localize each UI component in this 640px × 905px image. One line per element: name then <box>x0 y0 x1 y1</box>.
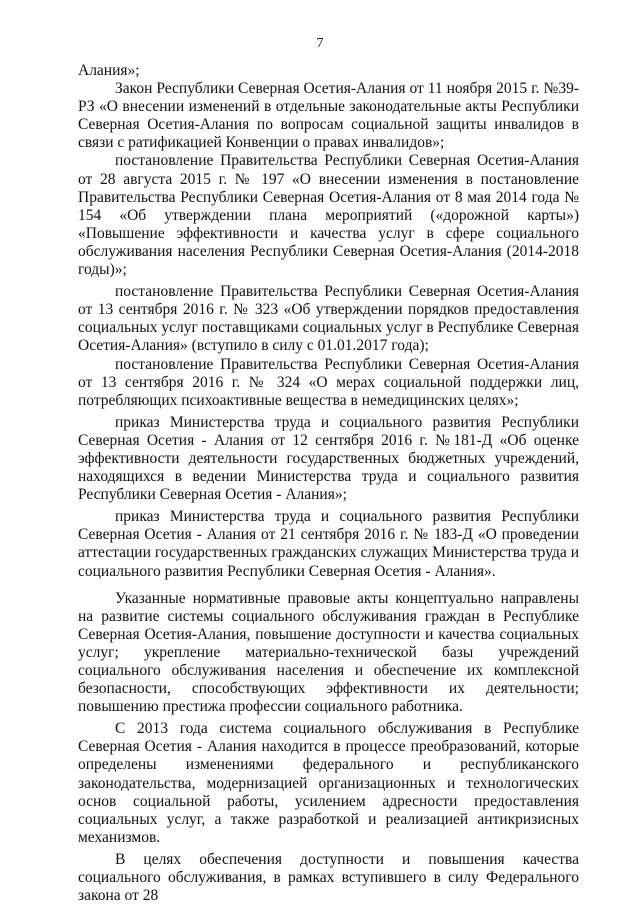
paragraph-law-39-rz: Закон Республики Северная Осетия-Алания от 11 ноября 2015 г. №39-РЗ «О внесении изменений в отдельные законодательные акты Республики Северная Осетия-Алания по вопросам социальной защиты инвалидов в связи с ратификацией Конвенции о правах инвалидов»; <box>78 80 579 152</box>
paragraph-continuation: Алания»; <box>78 62 140 79</box>
paragraph-resolution-324: постановление Правительства Республики Северная Осетия-Алания от 13 сентября 2016 г. № 324 «О мерах социальной поддержки лиц, потребляющих психоактивные вещества в немедицинских целях»; <box>78 355 579 409</box>
page-number: 7 <box>316 36 324 51</box>
paragraph-since-2013: С 2013 года система социального обслуживания в Республике Северная Осетия - Алания находится в процессе преобразований, которые определены изменениями федерального и республиканского законодательства, модернизацией организационных и технологических основ социальной работы, усилением адресности предоставления социальных услуг, а также разработкой и реализацией антикризисных механизмов. <box>78 720 579 846</box>
paragraph-order-181: приказ Министерства труда и социального развития Республики Северная Осетия - Алания от 12 сентября 2016 г. №181-Д «Об оценке эффективности деятельности государственных бюджетных учреждений, находящихся в ведении Министерства труда и социального развития Республики Северная Осетия - Алания»; <box>78 413 579 504</box>
document-body <box>78 62 579 905</box>
paragraph-order-183: приказ Министерства труда и социального развития Республики Северная Осетия - Алания от 21 сентября 2016 г. № 183-Д «О проведении аттестации государственных гражданских служащих Министерства труда и социального развития Республики Северная Осетия - Алания». <box>78 508 579 580</box>
paragraph-resolution-197: постановление Правительства Республики Северная Осетия-Алания от 28 августа 2015 г. № 197 «О внесении изменения в постановление Правительства Республики Северная Осетия-Алания от 8 мая 2014 года № 154 «Об утверждении плана мероприятий («дорожной карты») «Повышение эффективности и качества услуг в сфере социального обслуживания населения Республики Северная Осетия-Алания (2014-2018 годы)»; <box>78 152 579 279</box>
paragraph-accessibility: В целях обеспечения доступности и повышения качества социального обслуживания, в рамках вступившего в силу Федерального закона от 28 <box>78 850 579 905</box>
paragraph-resolution-323: постановление Правительства Республики Северная Осетия-Алания от 13 сентября 2016 г. № 323 «Об утверждении порядков предоставления социальных услуг поставщиками социальных услуг в Республике Северная Осетия-Алания» (вступило в силу с 01.01.2017 года); <box>78 283 579 355</box>
paragraph-summary: Указанные нормативные правовые акты концептуально направлены на развитие системы социального обслуживания граждан в Республике Северная Осетия-Алания, повышение доступности и качества социальных услуг; укрепление материально-технической базы учреждений социального обслуживания населения и обеспечение их комплексной безопасности, способствующих эффективности их деятельности; повышению престижа профессии социального работника. <box>78 589 579 716</box>
